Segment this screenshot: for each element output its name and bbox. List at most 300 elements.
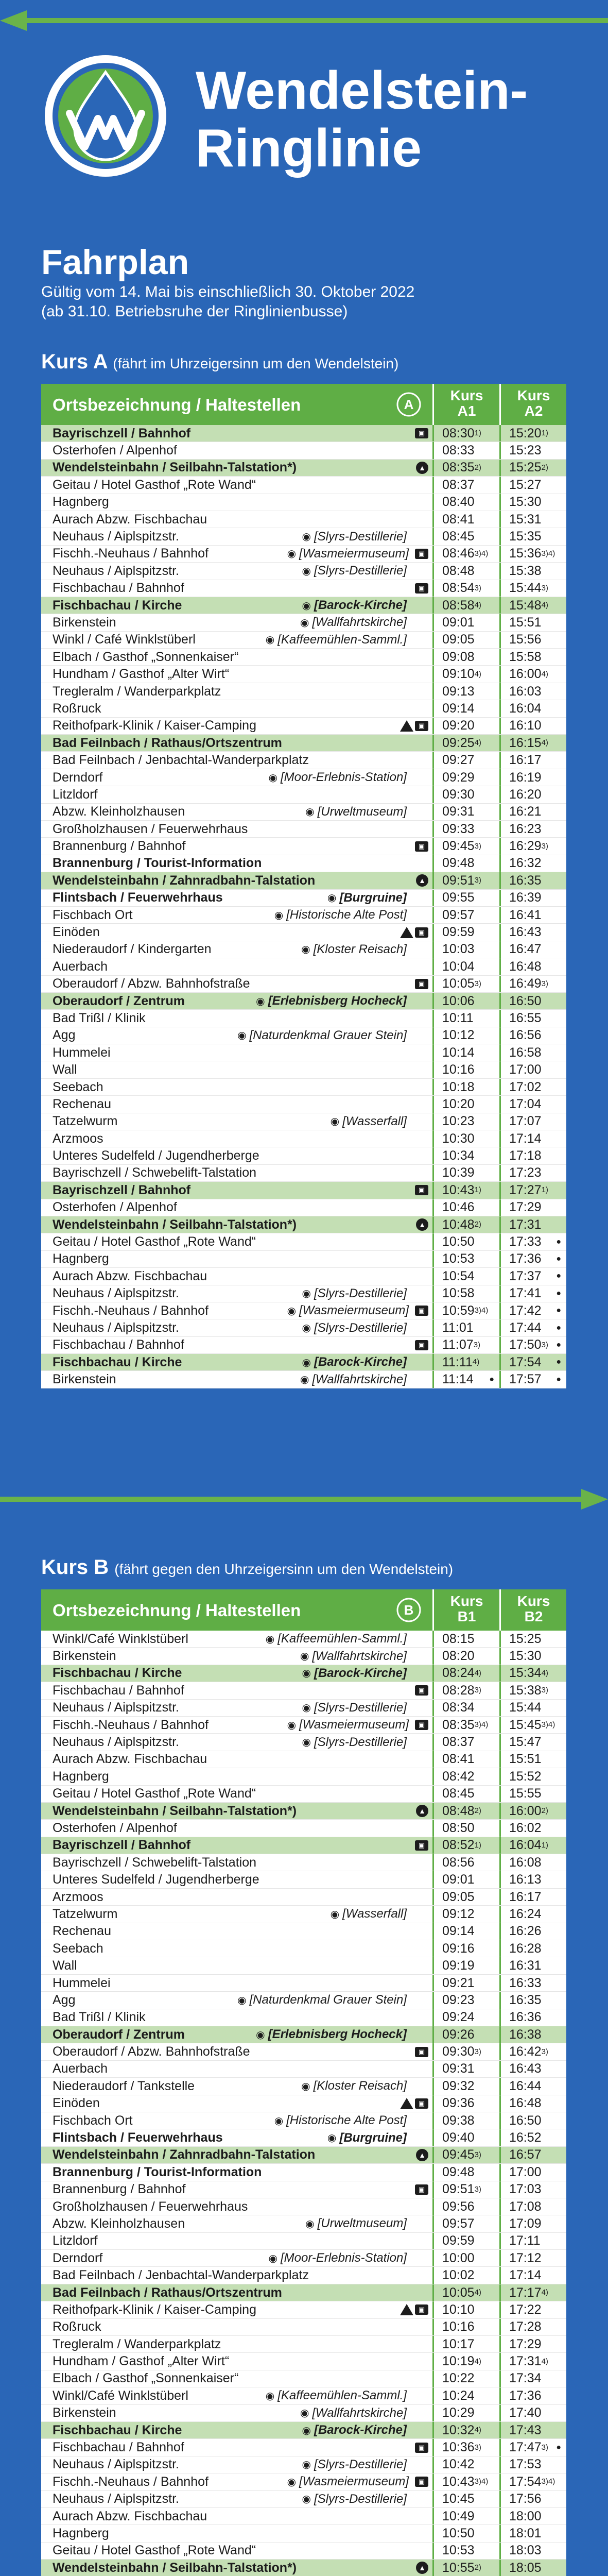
time-cell-1 <box>432 2439 499 2455</box>
time-cell-1 <box>432 735 499 751</box>
time-cell-1 <box>432 1251 499 1267</box>
departure-time: 17:03 <box>509 2182 542 2197</box>
departure-time: 17:54 <box>509 2474 542 2489</box>
stop-name-cell <box>41 1233 432 1250</box>
attraction-label: [Wasmeiermuseum] <box>299 2475 409 2489</box>
course-a-subtitle: (fährt im Uhrzeigersinn um den Wendelstein) <box>113 355 399 371</box>
stop-name: Neuhaus / Aiplspitzstr. <box>53 529 179 544</box>
stop-name-cell <box>41 1803 432 1819</box>
departure-time: 18:05 <box>509 2560 542 2575</box>
stop-name-cell <box>41 2233 432 2249</box>
departure-time: 08:45 <box>442 529 475 544</box>
attraction-label: [Wasmeiermuseum] <box>299 1303 409 1318</box>
stop-name: Hagnberg <box>53 1769 109 1784</box>
table-row <box>41 1889 566 1906</box>
departure-time: 17:28 <box>509 2319 542 2334</box>
footnote-marker: 1) <box>541 1840 548 1850</box>
departure-time: 11:14 <box>442 1372 474 1387</box>
time-cell-2 <box>499 1354 566 1370</box>
stop-name: Aurach Abzw. Fischbachau <box>53 2509 207 2523</box>
time-cell-1 <box>432 1182 499 1198</box>
departure-time: 17:08 <box>509 2199 542 2214</box>
stop-name-cell <box>41 2543 432 2559</box>
stop-name-cell <box>41 632 432 648</box>
stop-name: Wendelsteinbahn / Zahnradbahn-Talstation <box>53 2147 316 2162</box>
time-cell-1 <box>432 2233 499 2249</box>
attraction-note <box>256 2026 407 2043</box>
time-cell-1 <box>432 1130 499 1147</box>
departure-time: 09:59 <box>442 925 475 940</box>
departure-time: 08:50 <box>442 1820 475 1835</box>
attraction-label: [Erlebnisberg Hocheck] <box>268 994 407 1008</box>
departure-time: 08:30 <box>442 426 475 440</box>
time-cell-2 <box>499 2181 566 2198</box>
time-cell-2 <box>499 1216 566 1233</box>
departure-time: 15:34 <box>509 1666 542 1681</box>
attraction-label: [Erlebnisberg Hocheck] <box>268 2027 407 2042</box>
departure-time: 09:10 <box>442 667 475 682</box>
connection-icons <box>415 1182 428 1198</box>
table-row <box>41 1837 566 1854</box>
header <box>41 46 587 180</box>
footnote-marker: 4) <box>541 2357 548 2366</box>
stop-name: Rechenau <box>53 1096 111 1111</box>
time-cell-2 <box>499 1268 566 1284</box>
attraction-note <box>301 2078 407 2094</box>
attraction-note <box>302 528 407 545</box>
stop-name: Brannenburg / Tourist-Information <box>53 2164 262 2179</box>
departure-time: 08:20 <box>442 1649 475 1664</box>
attraction-note <box>331 1906 407 1922</box>
departure-time: 10:22 <box>442 2371 475 2386</box>
stop-name: Elbach / Gasthof „Sonnenkaiser“ <box>53 649 239 664</box>
departure-time: 10:14 <box>442 1045 475 1060</box>
stop-name-cell <box>41 769 432 786</box>
departure-time: 09:59 <box>442 2233 475 2248</box>
departure-time: 08:37 <box>442 477 475 492</box>
time-cell-2 <box>499 528 566 545</box>
stop-name-cell <box>41 1337 432 1353</box>
attraction-note <box>269 2250 407 2266</box>
attraction-note <box>302 1285 407 1302</box>
alight-only-icon: ● <box>556 2443 561 2452</box>
departure-time: 11:07 <box>442 1337 474 1352</box>
camping-tent-icon <box>400 927 413 938</box>
time-cell-2 <box>499 700 566 717</box>
stop-name: Litzldorf <box>53 2233 98 2248</box>
stop-name-cell <box>41 1631 432 1647</box>
departure-time: 17:42 <box>509 1303 542 1318</box>
time-cell-1 <box>432 2473 499 2490</box>
connection-icons <box>415 2473 428 2490</box>
table-row <box>41 597 566 614</box>
table-row <box>41 1233 566 1250</box>
departure-time: 16:20 <box>509 787 542 802</box>
attraction-note <box>287 2473 409 2490</box>
time-cell-1 <box>432 2301 499 2318</box>
attraction-note <box>237 1992 407 2008</box>
table-row <box>41 1010 566 1027</box>
departure-time: 10:20 <box>442 1096 475 1111</box>
alight-only-icon: ● <box>556 1237 561 1246</box>
table-row <box>41 2164 566 2181</box>
time-cell-1 <box>432 2267 499 2283</box>
attraction-label: [Barock-Kirche] <box>314 2423 407 2437</box>
time-cell-1 <box>432 2043 499 2060</box>
attraction-label: [Urweltmuseum] <box>317 2216 407 2231</box>
table-row <box>41 1147 566 1164</box>
time-cell-1 <box>432 1165 499 1181</box>
stop-name: Neuhaus / Aiplspitzstr. <box>53 1320 179 1335</box>
course-direction-icon <box>395 391 422 418</box>
stop-name-cell <box>41 1871 432 1888</box>
stop-name: Neuhaus / Aiplspitzstr. <box>53 1700 179 1715</box>
stop-name-cell <box>41 460 432 476</box>
departure-time: 09:51 <box>442 2182 475 2197</box>
time-cell-1 <box>432 1302 499 1319</box>
footnote-marker: 3) <box>541 2047 548 2056</box>
departure-time: 09:23 <box>442 1992 475 2007</box>
stop-name: Bayrischzell / Schwebelift-Talstation <box>53 1855 256 1870</box>
departure-time: 09:05 <box>442 1889 475 1904</box>
attraction-label: [Wallfahrtskirche] <box>312 615 407 630</box>
time-cell-1 <box>432 786 499 803</box>
stop-name-cell <box>41 1302 432 1319</box>
stop-name-cell <box>41 2129 432 2146</box>
time-cell-2 <box>499 2129 566 2146</box>
sight-eye-icon: ◉ <box>265 2390 275 2402</box>
stop-name-cell <box>41 2319 432 2335</box>
time-cell-1 <box>432 425 499 442</box>
connection-icons <box>416 2147 428 2163</box>
departure-time: 17:43 <box>509 2422 542 2437</box>
table-row <box>41 2491 566 2508</box>
sight-eye-icon: ◉ <box>265 1633 275 1645</box>
time-cell-1 <box>432 597 499 614</box>
stop-name-cell <box>41 683 432 700</box>
sight-eye-icon: ◉ <box>268 2252 277 2264</box>
footnote-marker: 2) <box>474 463 481 472</box>
table-row <box>41 838 566 855</box>
connection-icons <box>415 2181 428 2198</box>
bus-icon: ▣ <box>415 1185 428 1195</box>
attraction-note <box>300 1371 407 1387</box>
time-cell-1 <box>432 2026 499 2043</box>
departure-time: 09:19 <box>442 1958 475 1973</box>
departure-time: 17:36 <box>509 2388 542 2403</box>
sight-eye-icon: ◉ <box>302 1323 311 1334</box>
time-cell-1 <box>432 958 499 975</box>
sight-eye-icon: ◉ <box>302 1702 311 1714</box>
stop-name-cell <box>41 2456 432 2473</box>
attraction-note <box>302 563 407 579</box>
connection-icons <box>415 976 428 992</box>
bus-icon: ▣ <box>415 1720 428 1730</box>
stop-name-cell <box>41 1700 432 1716</box>
footnote-marker: 3) <box>474 583 481 592</box>
table-row <box>41 2233 566 2250</box>
connection-icons <box>400 2301 428 2318</box>
attraction-label: [Historische Alte Post] <box>286 2113 407 2128</box>
footnote-marker: 3) <box>474 979 481 988</box>
attraction-label: [Moor-Erlebnis-Station] <box>281 770 407 784</box>
brand-line-1: Wendelstein- <box>196 61 528 121</box>
attraction-label: [Wallfahrtskirche] <box>312 2405 407 2420</box>
timetable-course-b <box>41 1589 566 2576</box>
time-cell-1 <box>432 2284 499 2301</box>
time-cell-1 <box>432 2250 499 2266</box>
departure-time: 10:54 <box>442 1268 475 1283</box>
departure-time: 16:43 <box>509 925 542 940</box>
footnote-marker: 1) <box>541 429 548 438</box>
connection-icons <box>415 2439 428 2455</box>
attraction-label: [Naturdenkmal Grauer Stein] <box>249 1028 407 1042</box>
table-row <box>41 2387 566 2404</box>
time-cell-1 <box>432 2508 499 2524</box>
table-row <box>41 2370 566 2387</box>
sight-eye-icon: ◉ <box>305 806 315 818</box>
table-row <box>41 1803 566 1820</box>
alight-only-icon: ● <box>556 1306 561 1315</box>
stop-name-cell <box>41 1216 432 1233</box>
stop-name: Wall <box>53 1958 77 1973</box>
table-row <box>41 2422 566 2439</box>
table-row <box>41 2112 566 2129</box>
sight-eye-icon: ◉ <box>237 1030 247 1042</box>
bus-icon: ▣ <box>415 2443 428 2453</box>
stop-name-cell <box>41 718 432 734</box>
departure-time: 08:42 <box>442 1769 475 1784</box>
sight-eye-icon: ◉ <box>302 1737 311 1749</box>
time-cell-1 <box>432 2061 499 2077</box>
time-cell-2 <box>499 1251 566 1267</box>
table-row <box>41 666 566 683</box>
stop-name-cell <box>41 855 432 872</box>
stop-name-cell <box>41 614 432 631</box>
footnote-marker: 3) <box>541 979 548 988</box>
time-cell-2 <box>499 2078 566 2094</box>
time-cell-2 <box>499 976 566 992</box>
stop-name: Osterhofen / Alpenhof <box>53 1200 177 1215</box>
table-row <box>41 1371 566 1388</box>
stop-name: Unteres Sudelfeld / Jugendherberge <box>53 1872 259 1887</box>
attraction-note <box>266 1631 407 1647</box>
footnote-marker: 4) <box>541 2288 548 2297</box>
time-cell-1 <box>432 1854 499 1871</box>
time-cell-2 <box>499 1768 566 1785</box>
stop-name-cell <box>41 1199 432 1216</box>
header-course-line: Kurs <box>517 387 550 403</box>
attraction-label: [Barock-Kirche] <box>314 598 407 613</box>
departure-time: 17:18 <box>509 1148 542 1163</box>
attraction-note <box>269 769 407 786</box>
table-row <box>41 1648 566 1665</box>
attraction-note <box>256 993 407 1009</box>
time-cell-2 <box>499 924 566 940</box>
stop-name: Winkl/Café Winklstüberl <box>53 2388 188 2403</box>
time-cell-1 <box>432 1027 499 1044</box>
header-label: Ortsbezeichnung / Haltestellen <box>53 395 301 414</box>
stop-name: Geitau / Hotel Gasthof „Rote Wand“ <box>53 2543 256 2558</box>
stop-name-cell <box>41 1820 432 1836</box>
departure-time: 16:02 <box>509 1820 542 1835</box>
table-row <box>41 649 566 666</box>
attraction-note <box>302 1354 407 1370</box>
table-row <box>41 752 566 769</box>
stop-name: Niederaudorf / Kindergarten <box>53 942 212 957</box>
departure-time: 09:21 <box>442 1975 475 1990</box>
footnote-marker: 3)4) <box>474 549 489 558</box>
stop-name-cell <box>41 838 432 854</box>
attraction-note <box>301 941 407 958</box>
stop-name-cell <box>41 442 432 459</box>
departure-time: 16:24 <box>509 1906 542 1921</box>
departure-time: 16:38 <box>509 2027 542 2042</box>
time-cell-2 <box>499 1182 566 1198</box>
departure-time: 16:39 <box>509 890 542 905</box>
footnote-marker: 3) <box>474 2443 481 2452</box>
camping-tent-icon <box>400 2098 413 2109</box>
footnote-marker: 3) <box>541 841 548 851</box>
stop-name: Bayrischzell / Bahnhof <box>53 1838 191 1853</box>
time-cell-1 <box>432 700 499 717</box>
table-row <box>41 786 566 803</box>
table-row <box>41 804 566 821</box>
time-cell-1 <box>432 1820 499 1836</box>
time-cell-2 <box>499 2095 566 2112</box>
stop-name-cell <box>41 2181 432 2198</box>
time-cell-2 <box>499 2267 566 2283</box>
departure-time: 09:45 <box>442 2147 475 2162</box>
departure-time: 10:16 <box>442 1062 475 1077</box>
departure-time: 15:30 <box>509 1649 542 1664</box>
sight-eye-icon: ◉ <box>302 1288 311 1300</box>
stop-name: Winkl / Café Winklstüberl <box>53 632 196 647</box>
attraction-label: [Wallfahrtskirche] <box>312 1372 407 1386</box>
stop-name-cell <box>41 1768 432 1785</box>
time-cell-2 <box>499 632 566 648</box>
time-cell-1 <box>432 1337 499 1353</box>
table-row <box>41 2319 566 2336</box>
stop-name-cell <box>41 1130 432 1147</box>
time-cell-2 <box>499 1820 566 1836</box>
stop-name-cell <box>41 2198 432 2215</box>
table-row <box>41 2508 566 2525</box>
time-cell-1 <box>432 2336 499 2352</box>
stop-name-cell <box>41 1165 432 1181</box>
table-row <box>41 976 566 993</box>
stop-name: Auerbach <box>53 2061 108 2076</box>
stop-name-cell <box>41 580 432 597</box>
stop-name-cell <box>41 2525 432 2541</box>
cable-car-icon: ▲ <box>416 462 428 474</box>
table-row <box>41 528 566 545</box>
cable-car-icon: ▲ <box>416 2149 428 2161</box>
footnote-marker: 1) <box>474 1185 481 1195</box>
time-cell-1 <box>432 1906 499 1922</box>
departure-time: 18:03 <box>509 2543 542 2558</box>
time-cell-1 <box>432 1113 499 1130</box>
table-row <box>41 1354 566 1371</box>
departure-time: 09:24 <box>442 2010 475 2025</box>
departure-time: 09:05 <box>442 632 475 647</box>
time-cell-1 <box>432 2181 499 2198</box>
table-row <box>41 821 566 838</box>
time-cell-2 <box>499 2319 566 2335</box>
stop-name: Unteres Sudelfeld / Jugendherberge <box>53 1148 259 1163</box>
stop-name-cell <box>41 1837 432 1854</box>
departure-time: 16:42 <box>509 2044 542 2059</box>
stop-name-cell <box>41 1027 432 1044</box>
departure-time: 10:46 <box>442 1200 475 1215</box>
time-cell-2 <box>499 1751 566 1768</box>
footnote-marker: 3)4) <box>474 1720 489 1730</box>
time-cell-2 <box>499 2061 566 2077</box>
sight-eye-icon: ◉ <box>302 1668 311 1680</box>
table-row <box>41 1631 566 1648</box>
time-cell-2 <box>499 1130 566 1147</box>
stop-name: Birkenstein <box>53 2405 116 2420</box>
stop-name-cell <box>41 1665 432 1682</box>
departure-time: 09:01 <box>442 1872 475 1887</box>
header-course-1 <box>432 1589 499 1631</box>
table-row <box>41 2009 566 2026</box>
time-cell-2 <box>499 1337 566 1353</box>
alight-only-icon: ● <box>556 1340 561 1349</box>
departure-time: 15:51 <box>509 1752 542 1767</box>
footnote-marker: 2) <box>541 1806 548 1816</box>
time-cell-2 <box>499 511 566 528</box>
sight-eye-icon: ◉ <box>237 1994 247 2006</box>
sight-eye-icon: ◉ <box>287 1719 297 1731</box>
stop-name: Wendelsteinbahn / Seilbahn-Talstation*) <box>53 1803 297 1818</box>
stop-name-cell <box>41 2061 432 2077</box>
departure-time: 17:44 <box>509 1320 542 1335</box>
departure-time: 15:51 <box>509 615 542 630</box>
table-row <box>41 769 566 786</box>
departure-time: 10:53 <box>442 2543 475 2558</box>
time-cell-2 <box>499 1648 566 1664</box>
stop-name: Niederaudorf / Tankstelle <box>53 2078 195 2093</box>
table-row <box>41 872 566 889</box>
stop-name-cell <box>41 2267 432 2283</box>
stop-name-cell <box>41 2043 432 2060</box>
sight-eye-icon: ◉ <box>302 531 311 543</box>
bus-icon: ▣ <box>415 1340 428 1350</box>
time-cell-1 <box>432 2009 499 2026</box>
departure-time: 15:25 <box>509 1631 542 1646</box>
time-cell-1 <box>432 1371 499 1387</box>
table-row <box>41 2198 566 2215</box>
stop-name-cell <box>41 821 432 837</box>
stop-name: Bayrischzell / Bahnhof <box>53 426 191 440</box>
table-row <box>41 1717 566 1734</box>
footnote-marker: 3) <box>474 2184 481 2194</box>
stop-name: Reithofpark-Klinik / Kaiser-Camping <box>53 2302 256 2317</box>
departure-time: 08:40 <box>442 495 475 510</box>
table-row <box>41 993 566 1010</box>
time-cell-1 <box>432 2543 499 2559</box>
departure-time: 16:41 <box>509 907 542 922</box>
time-cell-2 <box>499 804 566 820</box>
departure-time: 16:29 <box>509 839 542 854</box>
departure-time: 17:17 <box>509 2285 542 2300</box>
time-cell-1 <box>432 2147 499 2163</box>
bus-icon: ▣ <box>415 549 428 559</box>
footnote-marker: 3) <box>541 2443 548 2452</box>
header-course-line: Kurs <box>450 1593 483 1609</box>
stop-name-cell <box>41 477 432 493</box>
